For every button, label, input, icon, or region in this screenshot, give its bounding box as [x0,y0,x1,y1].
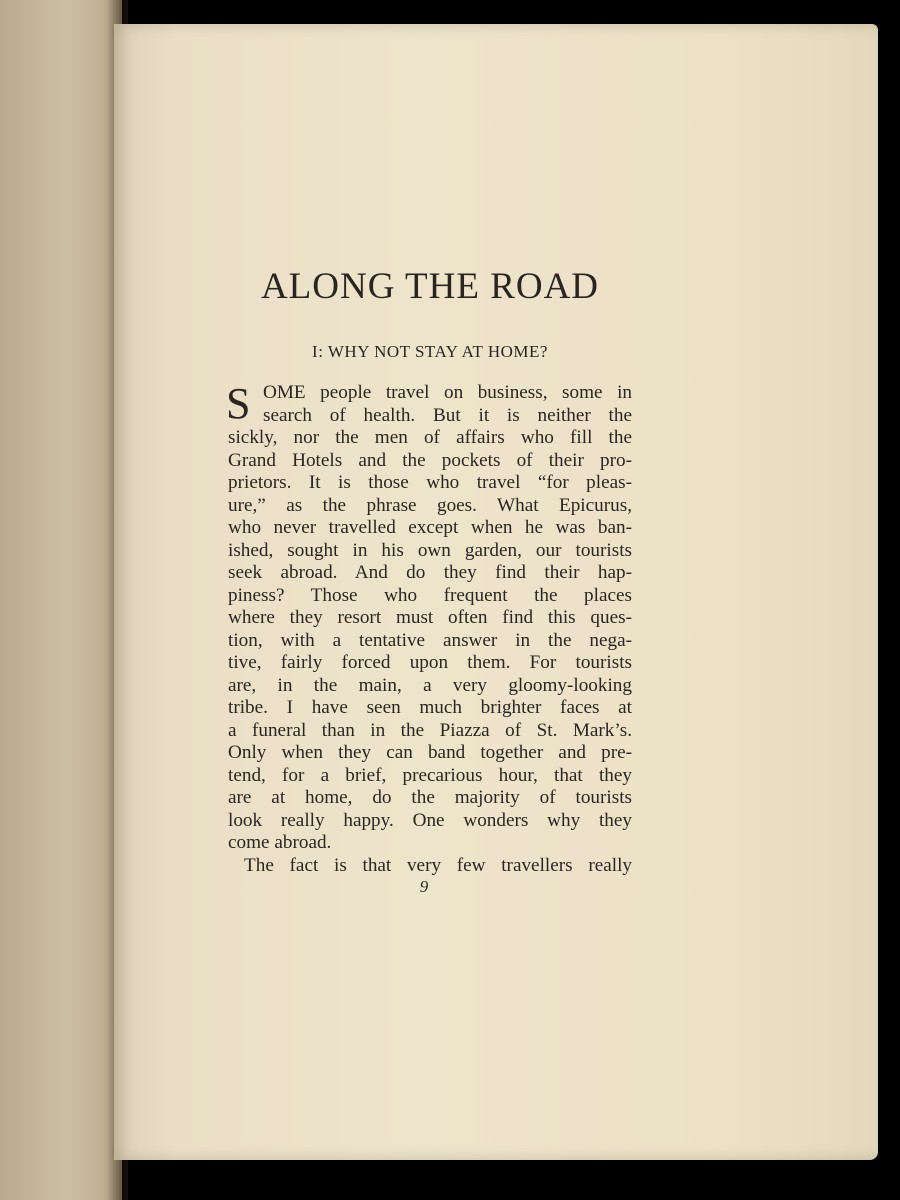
text-line: Only when they can band together and pre- [228,742,632,763]
drop-cap: S [226,379,251,428]
text-line: look really happy. One wonders why they [228,809,632,831]
body-text [226,379,632,877]
paragraph-2 [228,855,632,878]
book-title: ALONG THE ROAD [260,266,600,307]
text-line: tion, with a tentative answer in the nega- [228,629,632,651]
page-number: 9 [419,877,429,896]
text-line: tive, fairly forced upon them. For tourists [228,652,632,673]
book-page [114,24,878,1160]
text-line: where they resort must often find this ques- [228,607,632,628]
text-line: piness? Those who frequent the places [228,584,632,606]
text-line: The fact is that very few travellers really [244,854,632,876]
text-line: prietors. It is those who travel “for pleas- [228,472,632,493]
text-line: tend, for a brief, precarious hour, that they [228,764,632,786]
text-line: ure,” as the phrase goes. What Epicurus, [228,494,632,516]
text-line: OME people travel on business, some in [263,382,632,403]
text-line: come abroad. [228,832,332,853]
facing-page-edge [0,0,122,1200]
text-line: search of health. But it is neither the [263,404,632,426]
paragraph-1 [226,379,632,855]
text-line: sickly, nor the men of affairs who fill the [228,427,632,448]
text-line: a funeral than in the Piazza of St. Mark’s. [228,719,632,741]
text-line: are at home, do the majority of tourists [228,787,632,808]
text-line: who never travelled except when he was ban- [228,517,632,538]
text-line: tribe. I have seen much brighter faces at [228,697,632,718]
text-line: ished, sought in his own garden, our tourists [228,539,632,561]
text-line: are, in the main, a very gloomy-looking [228,674,632,696]
chapter-heading: I: WHY NOT STAY AT HOME? [312,342,548,361]
text-line: Grand Hotels and the pockets of their pro- [228,449,632,471]
text-line: seek abroad. And do they find their hap- [228,562,632,583]
